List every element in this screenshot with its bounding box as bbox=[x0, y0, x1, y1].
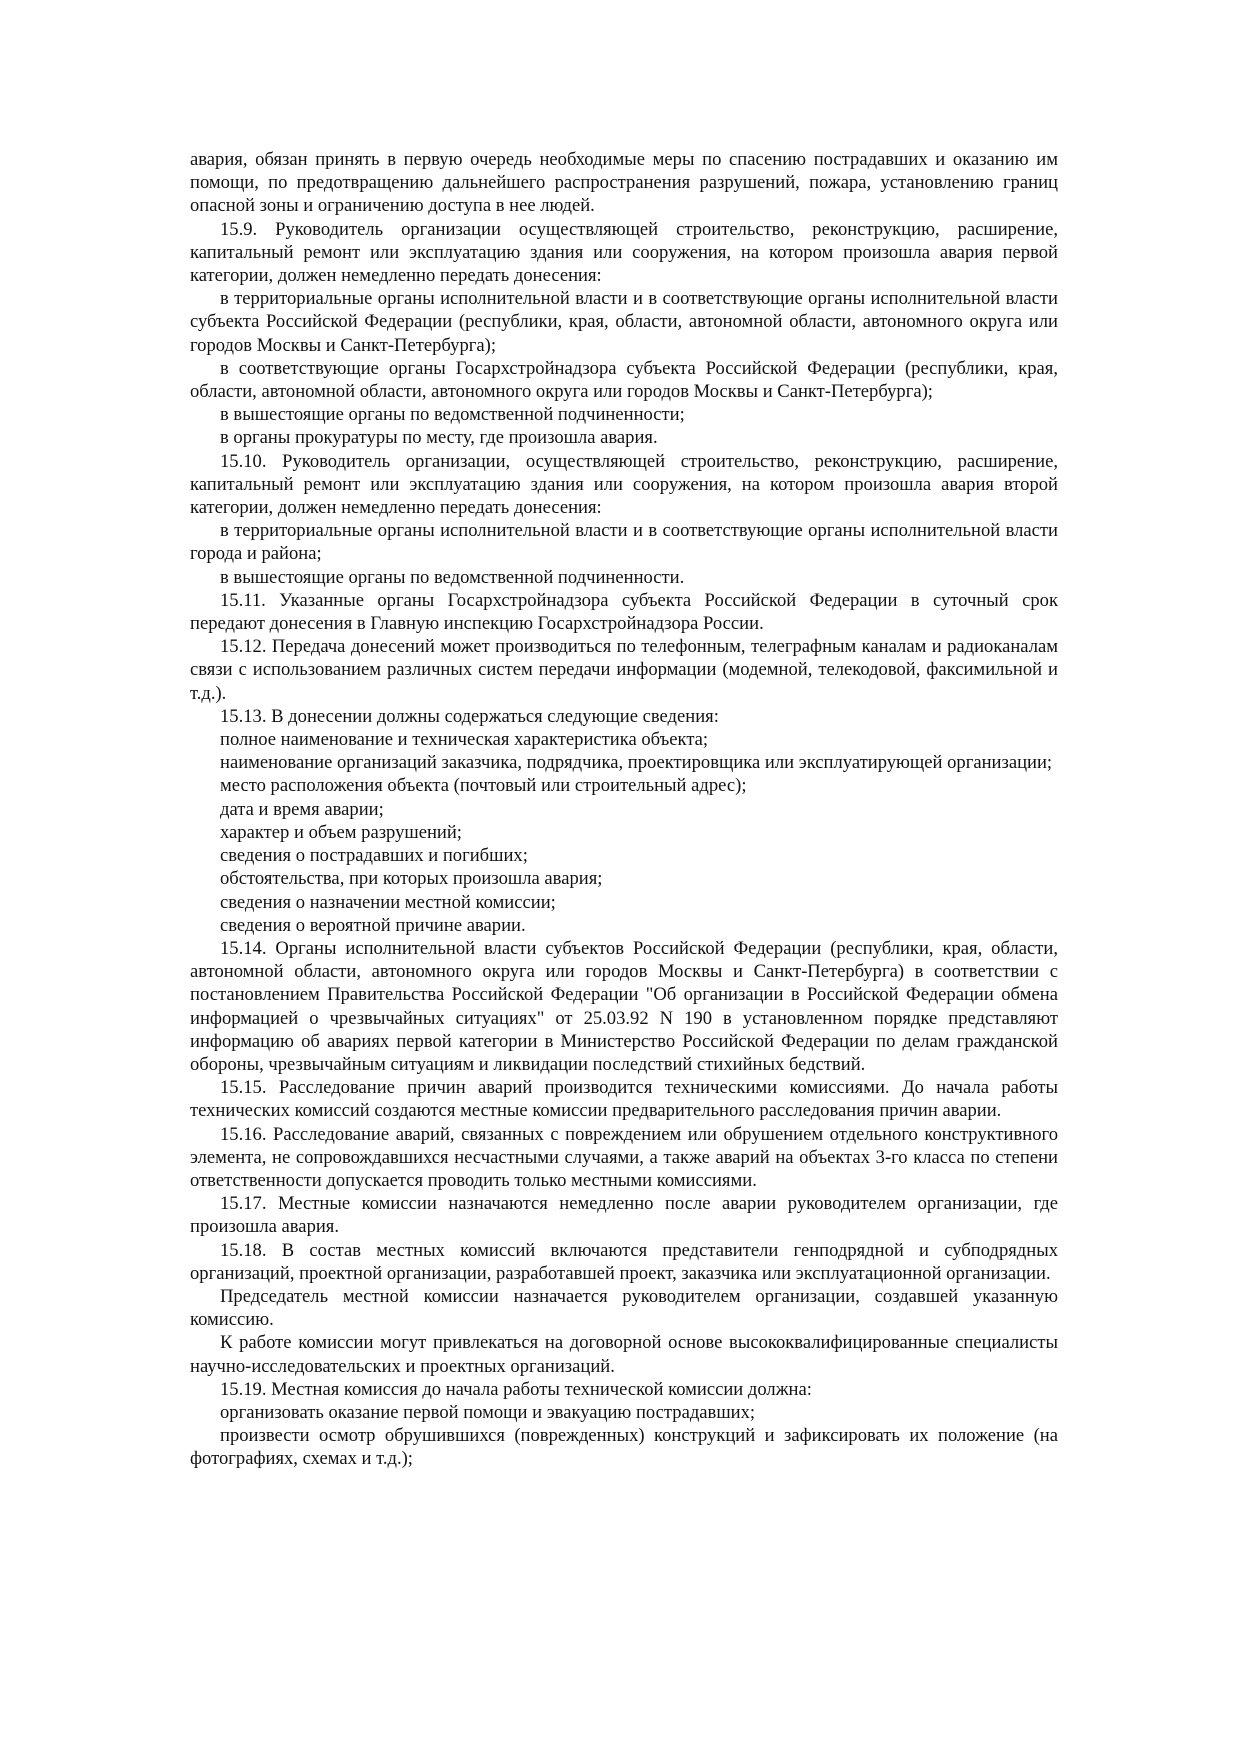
paragraph: 15.11. Указанные органы Госархстройнадзора субъекта Российской Федерации в суточный срок передают донесения в Главную инспекцию Госархстройнадзора России. bbox=[190, 589, 1058, 635]
paragraph: место расположения объекта (почтовый или строительный адрес); bbox=[220, 775, 747, 797]
paragraph: 15.17. Местные комиссии назначаются немедленно после аварии руководителем организации, где произошла авария. bbox=[190, 1193, 1058, 1238]
paragraph: 15.12. Передача донесений может производиться по телефонным, телеграфным каналам и радиоканалам связи с использованием различных систем передачи информации (модемной, телекодовой, факсимильной и т.д.). bbox=[190, 636, 1058, 704]
paragraph: в вышестоящие органы по ведомственной подчиненности. bbox=[220, 566, 685, 588]
paragraph: полное наименование и техническая характеристика объекта; bbox=[220, 729, 709, 751]
paragraph: в территориальные органы исполнительной власти и в соответствующие органы исполнительной власти субъекта Российской Федерации (республики, края, области, автономной области, автономного округа или городов Москвы и Санкт-Петербурга); bbox=[190, 288, 1058, 356]
paragraph: 15.19. Местная комиссия до начала работы технической комиссии должна: bbox=[220, 1378, 812, 1400]
paragraph: сведения о пострадавших и погибших; bbox=[220, 845, 528, 867]
paragraph: 15.9. Руководитель организации осуществляющей строительство, реконструкцию, расширение, капитальный ремонт или эксплуатацию здания или сооружения, на котором произошла авария первой категории, должен немедленно передать донесения: bbox=[190, 218, 1058, 287]
paragraph: авария, обязан принять в первую очередь необходимые меры по спасению пострадавших и оказанию им помощи, по предотвращению дальнейшего распространения разрушений, пожара, установлению границ опасной зоны и ограничению доступа в нее людей. bbox=[190, 149, 1058, 217]
paragraph: дата и время аварии; bbox=[220, 798, 384, 820]
paragraph: 15.18. В состав местных комиссий включаются представители генподрядной и субподрядных организаций, проектной организации, разработавшей проект, заказчика или эксплуатационной организации. bbox=[190, 1239, 1058, 1284]
paragraph: произвести осмотр обрушившихся (поврежденных) конструкций и зафиксировать их положение (на фотографиях, схемах и т.д.); bbox=[190, 1425, 1058, 1470]
paragraph: в вышестоящие органы по ведомственной подчиненности; bbox=[220, 404, 685, 426]
paragraph: 15.10. Руководитель организации, осуществляющей строительство, реконструкцию, расширение, капитальный ремонт или эксплуатацию здания или сооружения, на котором произошла авария второй категории, должен немедленно передать донесения: bbox=[190, 450, 1058, 519]
paragraph: обстоятельства, при которых произошла авария; bbox=[220, 868, 603, 890]
paragraph: Председатель местной комиссии назначается руководителем организации, создавшей указанную комиссию. bbox=[190, 1285, 1058, 1331]
paragraph: сведения о вероятной причине аварии. bbox=[220, 914, 526, 936]
paragraph: 15.15. Расследование причин аварий производится техническими комиссиями. До начала работы технических комиссий создаются местные комиссии предварительного расследования причин аварии. bbox=[190, 1077, 1058, 1122]
paragraph: организовать оказание первой помощи и эвакуацию пострадавших; bbox=[220, 1401, 756, 1423]
paragraph: 15.16. Расследование аварий, связанных с повреждением или обрушением отдельного конструктивного элемента, не сопровождавшихся несчастными случаями, а также аварий на объектах 3-го класса по степени ответственности допускается проводить только местными комиссиями. bbox=[190, 1123, 1058, 1191]
paragraph: сведения о назначении местной комиссии; bbox=[220, 891, 556, 913]
paragraph: в соответствующие органы Госархстройнадзора субъекта Российской Федерации (республики, края, области, автономной области, автономного округа или городов Москвы и Санкт-Петербурга); bbox=[190, 357, 1058, 403]
paragraph: 15.14. Органы исполнительной власти субъектов Российской Федерации (республики, края, области, автономной области, автономного округа или городов Москвы и Санкт-Петербурга) в соответствии с постановлением Правительства Российской Федерации "Об организации в Российской Федерации обмена информацией о чрезвычайных ситуациях" от 25.03.92 N 190 в установленном порядке представляют информацию об авариях первой категории в Министерство Российской Федерации по делам гражданской обороны, чрезвычайным ситуациям и ликвидации последствий стихийных бедствий. bbox=[190, 937, 1058, 1075]
paragraph: характер и объем разрушений; bbox=[220, 821, 462, 843]
paragraph: К работе комиссии могут привлекаться на договорной основе высококвалифицированные специалисты научно-исследовательских и проектных организаций. bbox=[190, 1332, 1058, 1377]
paragraph: в территориальные органы исполнительной власти и в соответствующие органы исполнительной власти города и района; bbox=[190, 520, 1058, 565]
paragraph: в органы прокуратуры по месту, где произошла авария. bbox=[220, 427, 658, 449]
document-page bbox=[190, 148, 1058, 1471]
paragraph: наименование организаций заказчика, подрядчика, проектировщика или эксплуатирующей организации; bbox=[220, 752, 1053, 774]
paragraph: 15.13. В донесении должны содержаться следующие сведения: bbox=[220, 705, 719, 727]
